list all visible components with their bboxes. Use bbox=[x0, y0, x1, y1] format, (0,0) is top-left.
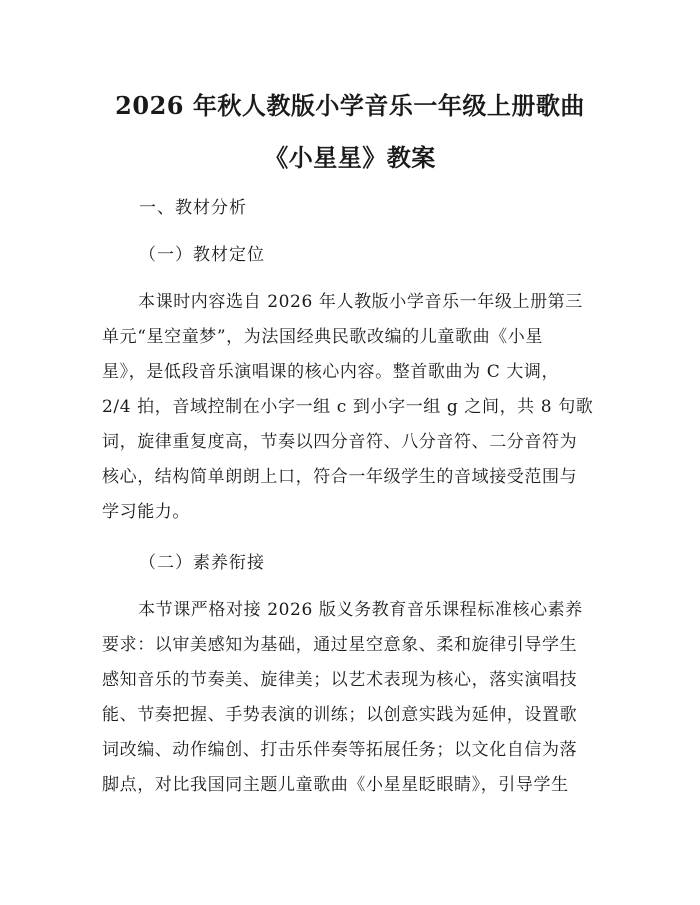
paragraph-line: 本课时内容选自 2026 年人教版小学音乐一年级上册第三 bbox=[138, 292, 583, 312]
paragraph-line: 单元“星空童梦”，为法国经典民歌改编的儿童歌曲《小星 bbox=[102, 327, 543, 347]
document-title-line-2: 《小星星》教案 bbox=[264, 143, 436, 172]
paragraph-line: 星》，是低段音乐演唱课的核心内容。整首歌曲为 C 大调， bbox=[102, 362, 560, 382]
paragraph-line: 词，旋律重复度高，节奏以四分音符、八分音符、二分音符为 bbox=[102, 432, 578, 452]
section-heading-teaching-material-analysis: 一、教材分析 bbox=[139, 198, 247, 218]
paragraph-line: 脚点，对比我国同主题儿童歌曲《小星星眨眼睛》，引导学生 bbox=[102, 775, 569, 795]
paragraph-line: 本节课严格对接 2026 版义务教育音乐课程标准核心素养 bbox=[138, 600, 583, 620]
paragraph-line: 感知音乐的节奏美、旋律美；以艺术表现为核心，落实演唱技 bbox=[102, 670, 578, 690]
document-title-line-1: 2026 年秋人教版小学音乐一年级上册歌曲 bbox=[115, 91, 585, 120]
paragraph-line: 要求：以审美感知为基础，通过星空意象、柔和旋律引导学生 bbox=[102, 635, 578, 655]
subsection-heading-literacy-connection: （二）素养衔接 bbox=[139, 553, 265, 573]
paragraph-line: 能、节奏把握、手势表演的训练；以创意实践为延伸，设置歌 bbox=[102, 705, 578, 725]
paragraph-line: 学习能力。 bbox=[102, 502, 190, 522]
paragraph-line: 核心，结构简单朗朗上口，符合一年级学生的音域接受范围与 bbox=[102, 467, 578, 487]
paragraph-line: 词改编、动作编创、打击乐伴奏等拓展任务；以文化自信为落 bbox=[102, 740, 578, 760]
paragraph-line: 2/4 拍，音域控制在小字一组 c 到小字一组 g 之间，共 8 句歌 bbox=[102, 397, 594, 417]
paragraph-material-positioning bbox=[102, 285, 602, 530]
paragraph-literacy-connection bbox=[102, 593, 602, 803]
subsection-heading-material-positioning: （一）教材定位 bbox=[139, 245, 265, 265]
